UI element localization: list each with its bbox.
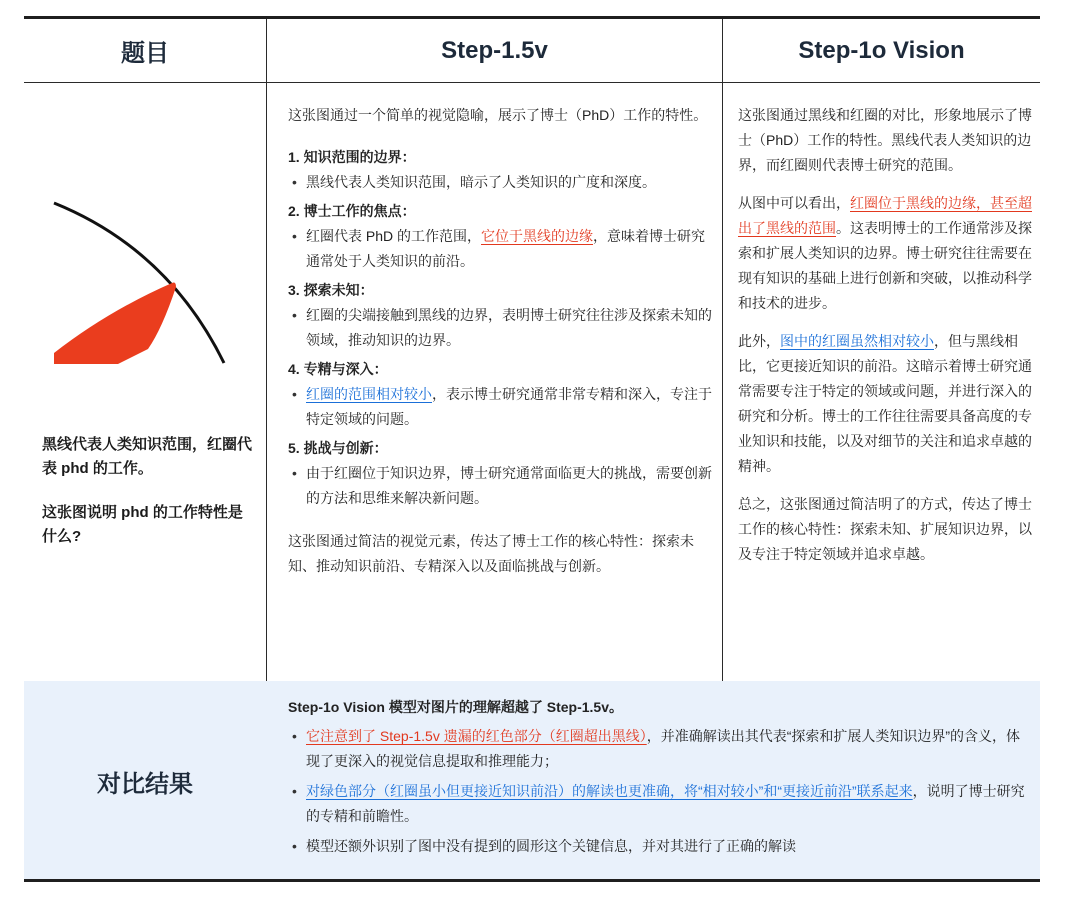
step15v-intro: 这张图通过一个简单的视觉隐喻，展示了博士（PhD）工作的特性。 <box>288 107 708 123</box>
highlight-blue: 图中的红圈虽然相对较小 <box>780 333 934 349</box>
section-title: 1. 知识范围的边界： <box>288 149 416 165</box>
section-bullet: • 红圈的范围相对较小，表示博士研究通常非常专精和深入，专注于特定领域的问题。 <box>306 382 712 432</box>
phd-illustration <box>48 199 228 369</box>
comparison-body <box>288 695 1028 859</box>
highlight-red: 红圈位于黑线的边缘，甚至超出了黑线的范围 <box>738 195 1032 236</box>
question-line-2: 这张图说明 phd 的工作特性是什么? <box>42 504 243 545</box>
step15v-conclusion: 这张图通过简洁的视觉元素，传达了博士工作的核心特性：探索未知、推动知识前沿、专精深入以及面临挑战与创新。 <box>288 533 694 574</box>
section-title: 5. 挑战与创新： <box>288 440 388 456</box>
highlight-red: 它注意到了 Step-1.5v 遗漏的红色部分（红圈超出黑线） <box>306 728 647 744</box>
highlight-blue: 红圈的范围相对较小 <box>306 386 432 402</box>
step15v-answer <box>288 103 712 579</box>
section-title: 3. 探索未知： <box>288 282 374 298</box>
header-question: 题目 <box>121 40 169 67</box>
step1o-paragraph-1: 这张图通过黑线和红圈的对比，形象地展示了博士（PhD）工作的特性。黑线代表人类知识的边界，而红圈则代表博士研究的范围。 <box>738 107 1032 173</box>
comparison-item: • 模型还额外识别了图中没有提到的圆形这个关键信息，并对其进行了正确的解读 <box>306 834 1028 859</box>
answers-row <box>24 83 1040 682</box>
comparison-item: • 对绿色部分（红圈虽小但更接近知识前沿）的解读也更准确，将“相对较小”和“更接近前沿”联系起来，说明了博士研究的专精和前瞻性。 <box>306 779 1028 829</box>
section-bullet: • 黑线代表人类知识范围，暗示了人类知识的广度和深度。 <box>306 170 712 195</box>
comparison-item: • 它注意到了 Step-1.5v 遗漏的红色部分（红圈超出黑线），并准确解读出其代表“探索和扩展人类知识边界”的含义，体现了更深入的视觉信息提取和推理能力； <box>306 724 1028 774</box>
question-text <box>42 433 252 549</box>
section-title: 4. 专精与深入： <box>288 361 388 377</box>
bottom-rule <box>24 879 1040 882</box>
step1o-paragraph-4: 总之，这张图通过简洁明了的方式，传达了博士工作的核心特性：探索未知、扩展知识边界，以及专注于特定领域并追求卓越。 <box>738 496 1032 562</box>
step1o-answer <box>738 103 1036 567</box>
question-line-1: 黑线代表人类知识范围，红圈代表 phd 的工作。 <box>42 436 253 477</box>
section-bullet: • 由于红圈位于知识边界，博士研究通常面临更大的挑战，需要创新的方法和思维来解决新问题。 <box>306 461 712 511</box>
section-bullet: • 红圈的尖端接触到黑线的边界，表明博士研究往往涉及探索未知的领域，推动知识的边界。 <box>306 303 712 353</box>
step15v-section <box>288 357 712 432</box>
section-title: 2. 博士工作的焦点： <box>288 203 416 219</box>
comparison-title: 对比结果 <box>97 770 193 798</box>
step15v-section <box>288 278 712 353</box>
step15v-section <box>288 436 712 511</box>
step15v-section <box>288 145 712 195</box>
highlight-red: 它位于黑线的边缘 <box>481 228 594 244</box>
step1o-paragraph-2: 从图中可以看出，红圈位于黑线的边缘，甚至超出了黑线的范围。这表明博士的工作通常涉及探索和扩展人类知识的边界。博士研究往往需要在现有知识的基础上进行创新和突破，以推动科学和技术的进步。 <box>738 195 1032 311</box>
highlight-blue: 对绿色部分（红圈虽小但更接近知识前沿）的解读也更准确，将“相对较小”和“更接近前沿”联系起来 <box>306 783 913 799</box>
table-header <box>24 19 1040 83</box>
step15v-section <box>288 199 712 274</box>
header-step1o: Step-1o Vision <box>798 36 965 64</box>
phd-red-shape <box>54 283 176 365</box>
section-bullet: • 红圈代表 PhD 的工作范围，它位于黑线的边缘，意味着博士研究通常处于人类知识的前沿。 <box>306 224 712 274</box>
step1o-paragraph-3: 此外，图中的红圈虽然相对较小，但与黑线相比，它更接近知识的前沿。这暗示着博士研究通常需要专注于特定的领域或问题，并进行深入的研究和分析。博士的工作往往需要具备高度的专业知识和技能，以及对细节的关注和追求卓越的精神。 <box>738 333 1032 474</box>
comparison-headline: Step-1o Vision 模型对图片的理解超越了 Step-1.5v。 <box>288 699 624 715</box>
comparison-row <box>24 681 1040 881</box>
header-step15v: Step-1.5v <box>441 36 548 64</box>
